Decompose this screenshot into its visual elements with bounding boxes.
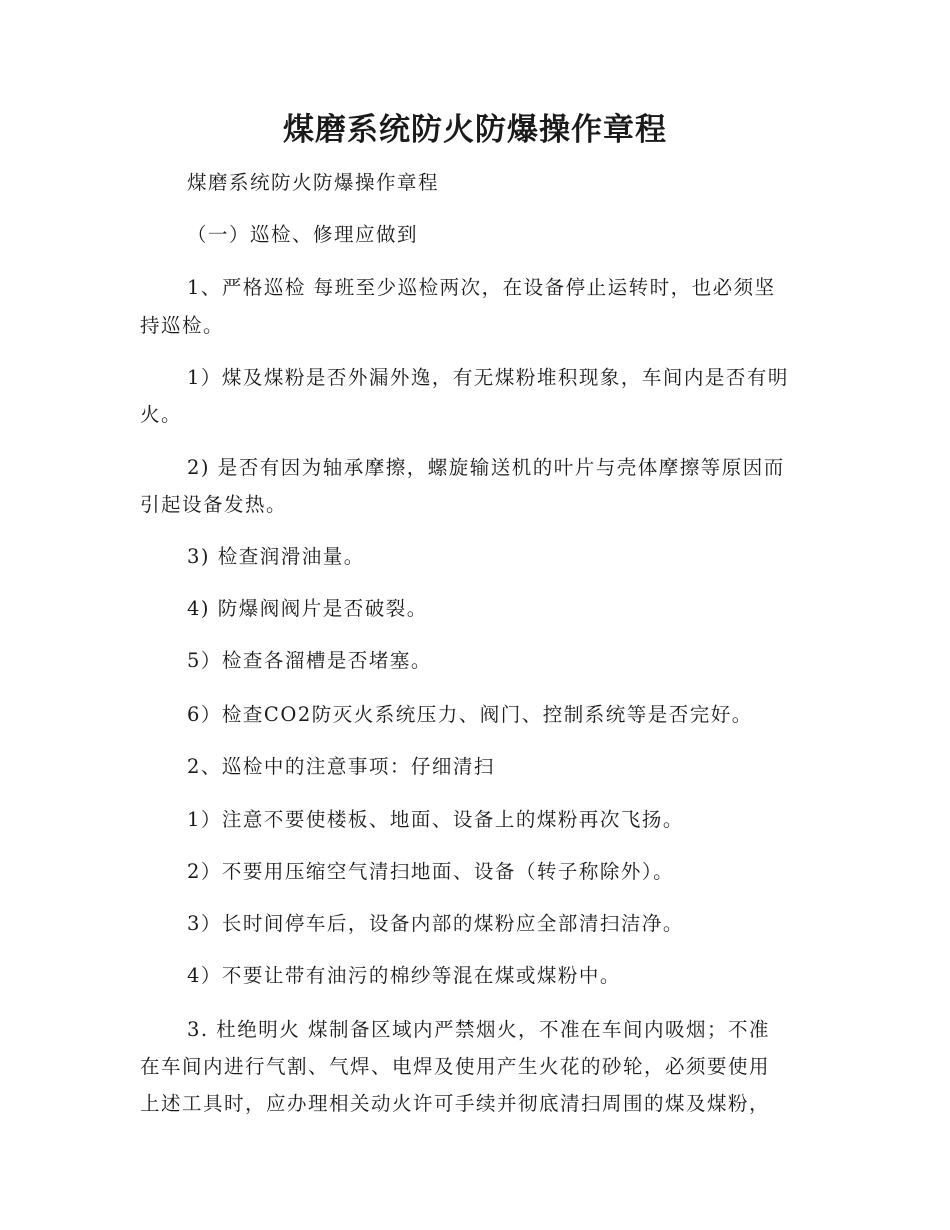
- paragraph-line: 2) 是否有因为轴承摩擦，螺旋输送机的叶片与壳体摩擦等原因而: [187, 456, 785, 479]
- paragraph-line: 3) 检查润滑油量。: [187, 545, 365, 568]
- document-title: 煤磨系统防火防爆操作章程: [283, 112, 667, 148]
- subtitle-line: 煤磨系统防火防爆操作章程: [187, 171, 440, 194]
- paragraph-line: 2、巡检中的注意事项：仔细清扫: [187, 755, 495, 778]
- paragraph-line: 1）煤及煤粉是否外漏外逸，有无煤粉堆积现象，车间内是否有明: [187, 366, 789, 389]
- paragraph-line: 1）注意不要使楼板、地面、设备上的煤粉再次飞扬。: [187, 808, 684, 831]
- paragraph-line: 引起设备发热。: [140, 493, 288, 516]
- paragraph-line: 3. 杜绝明火 煤制备区域内严禁烟火，不准在车间内吸烟；不准: [187, 1018, 771, 1041]
- paragraph-line: 火。: [140, 403, 183, 426]
- paragraph-line: 在车间内进行气割、气焊、电焊及使用产生火花的砂轮，必须要使用: [140, 1055, 771, 1078]
- paragraph-line: 4) 防爆阀阀片是否破裂。: [187, 597, 428, 620]
- paragraph-line: 持巡检。: [140, 314, 225, 337]
- section-heading: （一）巡检、修理应做到: [187, 223, 419, 246]
- paragraph-line: 4）不要让带有油污的棉纱等混在煤或煤粉中。: [187, 964, 621, 987]
- paragraph-line: 1、严格巡检 每班至少巡检两次，在设备停止运转时，也必须坚: [187, 276, 776, 299]
- paragraph-line: 5）检查各溜槽是否堵塞。: [187, 649, 432, 672]
- paragraph-line: 6）检查CO2防灭火系统压力、阀门、控制系统等是否完好。: [187, 703, 753, 726]
- paragraph-line: 3）长时间停车后，设备内部的煤粉应全部清扫洁净。: [187, 912, 684, 935]
- paragraph-line: 2）不要用压缩空气清扫地面、设备（转子称除外）。: [187, 860, 675, 883]
- paragraph-line: 上述工具时，应办理相关动火许可手续并彻底清扫周围的煤及煤粉，: [140, 1092, 771, 1115]
